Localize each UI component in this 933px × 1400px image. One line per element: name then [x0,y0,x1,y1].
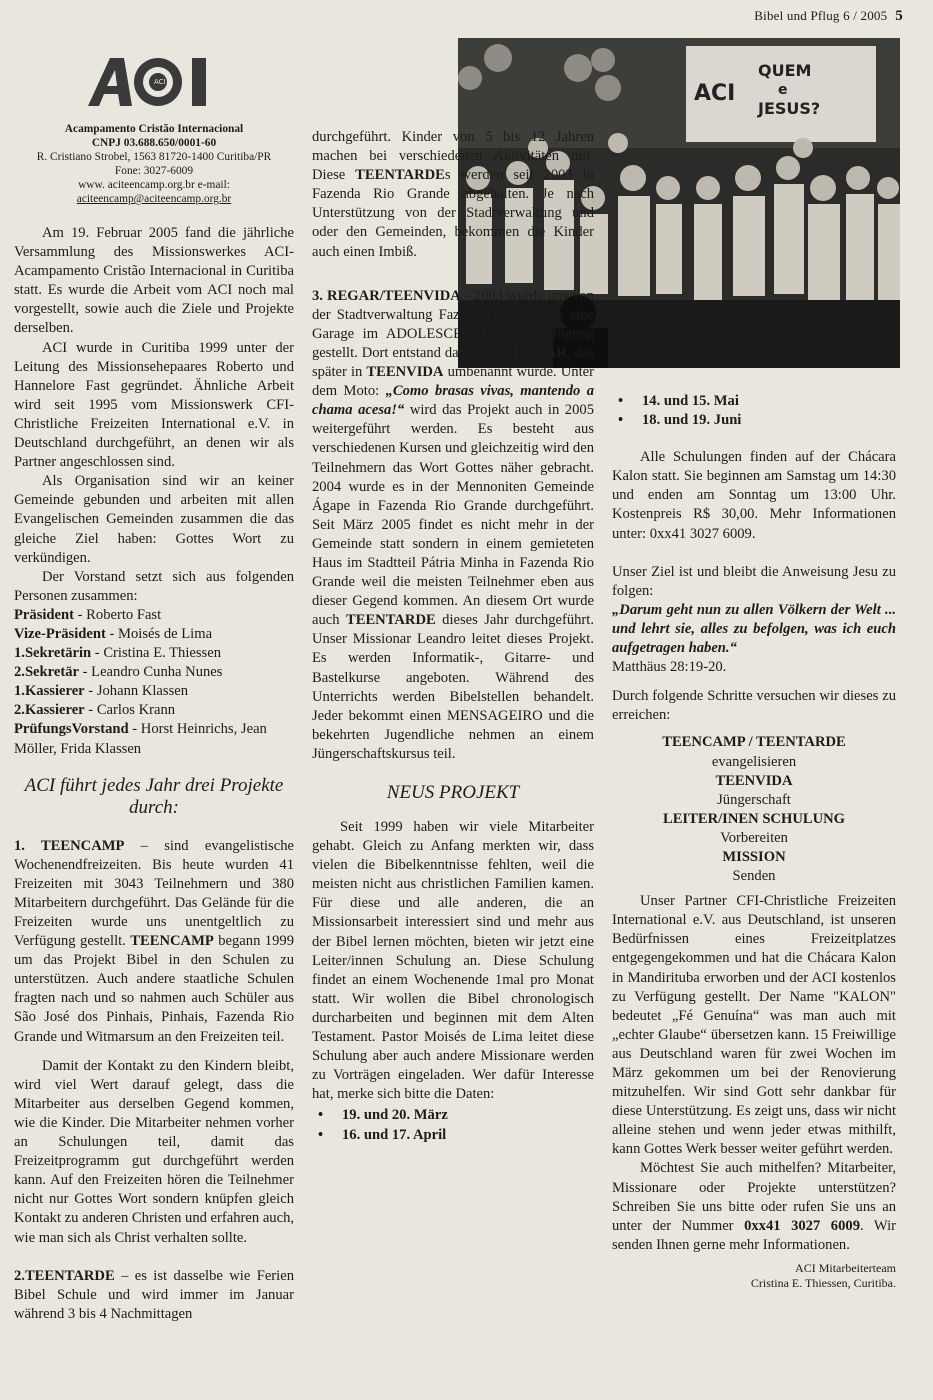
aci-logo-graphic [84,48,224,114]
signature-name: Cristina E. Thiessen, Curitiba. [750,1275,896,1290]
step-name: TEENCAMP / TEENTARDE [662,734,846,751]
aci-logo [14,48,294,114]
paragraph: Der Vorstand setzt sich aus folgenden Personen zusammen: [14,568,294,604]
paragraph-regar: 3. REGAR/TEENVIDA - 2003 wurde uns von der Stadtverwaltung Fazenda Rio Grande eine Garage im ADOLESCENTRO zu Verfügung gestellt. Dort entstand das Projekt REGAR, das später in TEENVIDA umbenannt wurde. Unter dem Moto: „Como brasas vivas, mantendo a chama acesa!“ wird das Projekt auch in 2005 weitergeführt werden. Es besteht aus verschiedenen Kursen und gleichzeitig wird den Teilnehmern das Wort Gottes näher gebracht. 2004 wurde es in der Mennoniten Gemeinde Ágape in Fazenda Rio Grande durchgeführt. Seit März 2005 findet es nicht mehr in der Gemeinde statt sondern in einem gemieteten Haus im Stadtteil Pátria Minha in Fazenda Rio Grande weil die meisten Teilnehmer eben aus dieser Gegend kommen. An diesem Ort wurde auch TEENTARDE dieses Jahr durchgeführt. Unser Missionar Leandro leitet dieses Projekt. Es werden Informatik-, Gitarre- und Bastelkurse angeboten. Während des Unterrichts werden Bibelstellen behandelt. Jeder bekommt einen MENSAGEIRO und die bekehrten Jugendliche nehmen an einem Jüngerschaftskursus teil. [312,287,594,762]
banner-text: e [778,82,788,98]
board-row: 1.Sekretärin - Cristina E. Thiessen [14,645,222,662]
org-phone: Fone: 3027-6009 [114,165,194,177]
org-cnpj: CNPJ 03.688.650/0001-60 [91,137,217,149]
step-desc: evangelisieren [711,753,797,770]
paragraph-contact: Möchtest Sie auch mithelfen? Mitarbeiter, Missionare oder Projekte unterstützen? Schreiben Sie uns bitte oder rufen Sie uns an unter der Nummer 0xx41 3027 6009. Wir senden Ihnen gerne mehr Informationen. [612,1160,896,1253]
paragraph: Alle Schulungen finden auf der Chácara Kalon statt. Sie beginnen am Samstag um 14:30 und enden am Sonntag um 13:00 Uhr. Kostenpreis R$ 30,00. Mehr Informationen unter: 0xx41 3027 6009. [612,449,896,542]
board-row: 2.Kassierer - Carlos Krann [14,702,176,719]
page-number: 5 [895,8,903,24]
section-subhead: ACI führt jedes Jahr drei Projekte durch: [24,774,284,818]
paragraph: Unser Ziel ist und bleibt die Anweisung Jesu zu folgen: [612,563,896,599]
paragraph-teencamp: 1. TEENCAMP – sind evangelistische Wochenendfreizeiten. Bis heute wurden 41 Freizeiten mit 3043 Teilnehmern und 380 Mitarbeitern durchgeführt. Das Gelände für die Freizeiten wurde uns unentgeltlich zu Verfügung gestellt. TEENCAMP begann 1999 um das Projekt Bibel in den Schulen zu unterstützen. Auch andere staatliche Schulen fragten nach und so nahmen auch Schüler aus São José dos Pinhais, Pinhais, Fazenda Rio Grande und Witmarsum an den Freizeiten teil. [14,837,294,1045]
list-item: • 19. und 20. März [312,1106,594,1125]
org-email[interactable]: aciteencamp@aciteencamp.org.br [76,193,232,205]
step-name: LEITER/INEN SCHULUNG [662,810,846,827]
steps-list [612,733,896,886]
board-row: 2.Sekretär - Leandro Cunha Nunes [14,664,223,681]
paragraph: Als Organisation sind wir an keiner Gemeinde gebunden und arbeiten mit allen Evangelischen Gemeinden zusammen die das gleiche Ziel haben: Gottes Wort zu verkündigen. [14,473,294,566]
bible-quote: „Darum geht nun zu allen Völkern der Welt ... und lehrt sie, alles zu befolgen, was ich euch aufgetragen haben.“ [612,601,896,657]
paragraph: Unser Partner CFI-Christliche Freizeiten International e.V. aus Deutschland, ist unseren Bedürfnissen eines Freizeitplatzes entgegengekommen und hat die Chácara Kalon in Mandirituba erworben und der ACI kostenlos zu Verfügung gestellt. Der Name "KALON" bedeutet „Fé Genuína“ was man auch mit „echter Glaube“ übersetzen kann. 15 Freiwillige aus Deutschland waren für zwei Wochen im März gekommen um bei der Renovierung mitzuhelfen. Wir sind Gott sehr dankbar für diese Unterstützung. Es zeigt uns, dass wir nicht alleine stehen und wenn jeder etwas mithilft, kann Gottes Werk besser weiter geführt werden. [612,893,896,1158]
banner-text: QUEM [758,61,812,80]
org-name: Acampamento Cristão Internacional [64,123,244,135]
list-item: • 14. und 15. Mai [612,392,896,411]
signature [612,1261,896,1291]
step-name: TEENVIDA [715,772,793,789]
paragraph: ACI wurde in Curitiba 1999 unter der Leitung des Missionsehepaares Roberto und Hannelore Fast gegründet. Ähnliche Arbeit wird seit 1995 vom Missionswerk CFI- Christliche Freizeiten International e.V. in Deutschland durchgeführt, an denen wir als Partner angeschlossen sind. [14,339,294,471]
step-desc: Vorbereiten [720,829,788,846]
logo-text: ACI [154,78,166,86]
paragraph: Seit 1999 haben wir viele Mitarbeiter gehabt. Gleich zu Anfang merkten wir, dass vielen die Bibelkenntnisse fehlten, weil die meisten nicht aus christlichen Familien kamen. Für diese und alle anderen, die an Missionsarbeit interessiert sind und mehr aus der Bibel lernen möchten, bieten wir jetzt eine Leiter/innen Schulung an. Diese Schulung findet an einem Wochenende 1mal pro Monat statt. Wir wollen die Bibel chronologisch durcharbeiten und beginnen mit dem Alten Testament. Pastor Moisés de Lima leitet diese Schulung aber auch andere Missionare werden zu Vorträgen eingeladen. Wer dafür Interesse hat, merke sich bitte die Daten: [312,819,594,1103]
section-subhead: NEUS PROJEKT [386,782,520,803]
paragraph: durchgeführt. Kinder von 5 bis 12 Jahren machen bei verschiedenen Aktivitäten mit. Diese TEENTARDEs werden seit 2003 in Fazenda Rio Grande abgehalten. Je nach Unterstützung von der Stadtverwaltung und oder den Gemeinden, bekommen die Kinder auch einen Imbiß. [312,129,594,260]
org-web[interactable]: www. aciteencamp.org.br e-mail: [78,179,230,191]
step-desc: Senden [732,868,776,885]
quote-reference: Matthäus 28:19-20. [612,659,727,676]
step-name: MISSION [722,848,786,865]
page-header [754,8,903,25]
paragraph-teentarde: 2.TEENTARDE – es ist dasselbe wie Ferien Bibel Schule und wird immer im Januar während 3 bis 4 Nachmittagen [14,1267,294,1322]
paragraph: Am 19. Februar 2005 fand die jährliche Versammlung des Missionswerkes ACI-Acampamento Cristão Internacional in Curitiba statt. Es wurde die Arbeit vom ACI noch mal vorgestellt, sowie auch die Ziele und Projekte derselben. [14,225,294,337]
banner-text: JESUS? [758,99,821,118]
column-left [14,42,294,1324]
board-row: Präsident - Roberto Fast [14,606,162,623]
paragraph: Damit der Kontakt zu den Kindern bleibt, wird viel Wert darauf gelegt, dass die Mitarbeiter aus derselben Gegend kommen, wie die Kinder. Die Mitarbeiter nehmen vorher an Schulungen teil, damit das Freizeitprogramm gut durchgeführt werden kann. Auf den Freizeiten hören die Teilnehmer nicht nur Gottes Wort sondern knüpfen gleich Kontakt zu anderen Christen und erfahren auch, wie man sich als Christ verhalten sollte. [14,1057,295,1246]
column-right [612,392,896,1291]
board-row: 1.Kassierer - Johann Klassen [14,683,189,700]
paragraph: Durch folgende Schritte versuchen wir dieses zu erreichen: [612,688,896,724]
magazine-issue: Bibel und Pflug 6 / 2005 [754,8,888,23]
banner-logo: ACI [694,81,736,106]
step-desc: Jüngerschaft [717,791,791,808]
board-row: Vize-Präsident - Moisés de Lima [14,625,213,642]
org-info [14,122,294,206]
board-row: PrüfungsVorstand - Horst Heinrichs, Jean Möller, Frida Klassen [14,721,267,757]
dates-list [612,392,896,430]
dates-list [312,1106,594,1144]
signature-team: ACI Mitarbeiterteam [795,1260,896,1275]
board-list [14,606,294,759]
list-item: • 18. und 19. Juni [612,411,896,430]
column-middle [312,128,594,1145]
list-item: • 16. und 17. April [312,1126,594,1145]
org-address: R. Cristiano Strobel, 1563 81720-1400 Curitiba/PR [36,151,272,163]
